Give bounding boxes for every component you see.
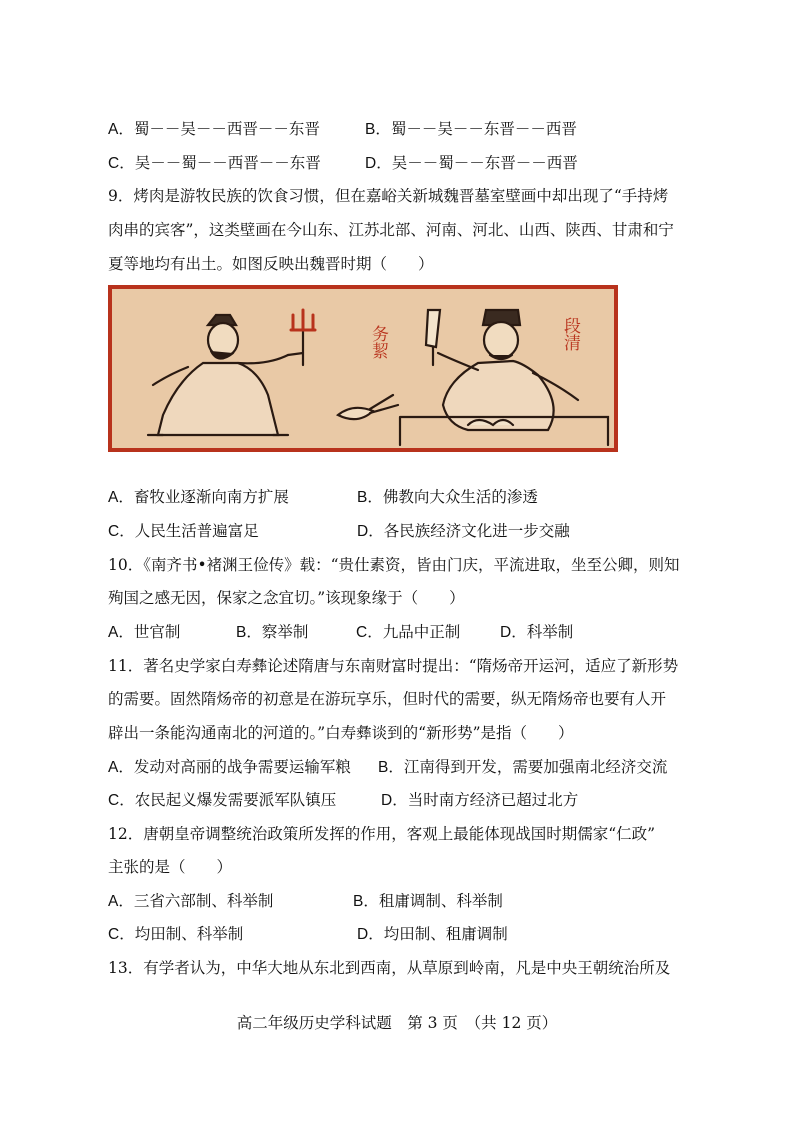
q11-stem-line-2: 的需要。固然隋炀帝的初意是在游玩享乐，但时代的需要，纵无隋炀帝也要有人开 [108, 690, 667, 708]
q9-option-d: D．各民族经济文化进一步交融 [357, 522, 570, 540]
mural-label-right: 段清 [560, 317, 580, 351]
mural-label-left: 务絜 [368, 325, 388, 359]
q12-option-c: C．均田制、科举制 [108, 925, 244, 943]
q9-stem-line-1: 9．烤肉是游牧民族的饮食习惯，但在嘉峪关新城魏晋墓室壁画中却出现了“手持烤 [108, 187, 669, 205]
page-footer: 高二年级历史学科试题 第 3 页 （共 12 页） [236, 1014, 558, 1032]
q10-option-a: A．世官制 [108, 623, 181, 641]
q10-option-c: C．九品中正制 [356, 623, 461, 641]
q10-option-d: D．科举制 [500, 623, 574, 641]
q12-stem-line-2: 主张的是（ ） [108, 858, 233, 876]
q13-stem-line-1: 13．有学者认为，中华大地从东北到西南，从草原到岭南，凡是中央王朝统治所及 [108, 959, 671, 977]
q8-option-b: B．蜀－－吴－－东晋－－西晋 [365, 120, 577, 138]
q12-stem-line-1: 12．唐朝皇帝调整统治政策所发挥的作用，客观上最能体现战国时期儒家“仁政” [108, 825, 656, 843]
q9-option-b: B．佛教向大众生活的渗透 [357, 488, 538, 506]
q11-stem-line-1: 11．著名史学家白寿彝论述隋唐与东南财富时提出：“隋炀帝开运河，适应了新形势 [108, 657, 679, 675]
q9-stem-line-3: 夏等地均有出土。如图反映出魏晋时期（ ） [108, 255, 434, 273]
q10-stem-line-1: 10．《南齐书•褚渊王俭传》载：“贵仕素资，皆由门庆，平流进取，坐至公卿，则知 [108, 556, 680, 574]
q8-option-a: A．蜀－－吴－－西晋－－东晋 [108, 120, 320, 138]
q12-option-d: D．均田制、租庸调制 [357, 925, 508, 943]
q9-stem-line-2: 肉串的宾客”，这类壁画在今山东、江苏北部、河南、河北、山西、陕西、甘肃和宁 [108, 221, 674, 239]
q9-option-a: A．畜牧业逐渐向南方扩展 [108, 488, 289, 506]
q11-option-a: A．发动对高丽的战争需要运输军粮 [108, 758, 351, 776]
q11-option-c: C．农民起义爆发需要派军队镇压 [108, 791, 337, 809]
q8-option-d: D．吴－－蜀－－东晋－－西晋 [365, 154, 578, 172]
q11-option-b: B．江南得到开发，需要加强南北经济交流 [378, 758, 668, 776]
q12-option-b: B．租庸调制、科举制 [353, 892, 503, 910]
q10-stem-line-2: 殉国之感无因，保家之念宜切。”该现象缘于（ ） [108, 589, 465, 607]
q9-option-c: C．人民生活普遍富足 [108, 522, 259, 540]
q11-option-d: D．当时南方经济已超过北方 [381, 791, 579, 809]
q12-option-a: A．三省六部制、科举制 [108, 892, 274, 910]
q8-option-c: C．吴－－蜀－－西晋－－东晋 [108, 154, 321, 172]
q11-stem-line-3: 辟出一条能沟通南北的河道的。”白寿彝谈到的“新形势”是指（ ） [108, 724, 574, 742]
q9-mural-image [108, 285, 618, 452]
q10-option-b: B．察举制 [236, 623, 309, 641]
